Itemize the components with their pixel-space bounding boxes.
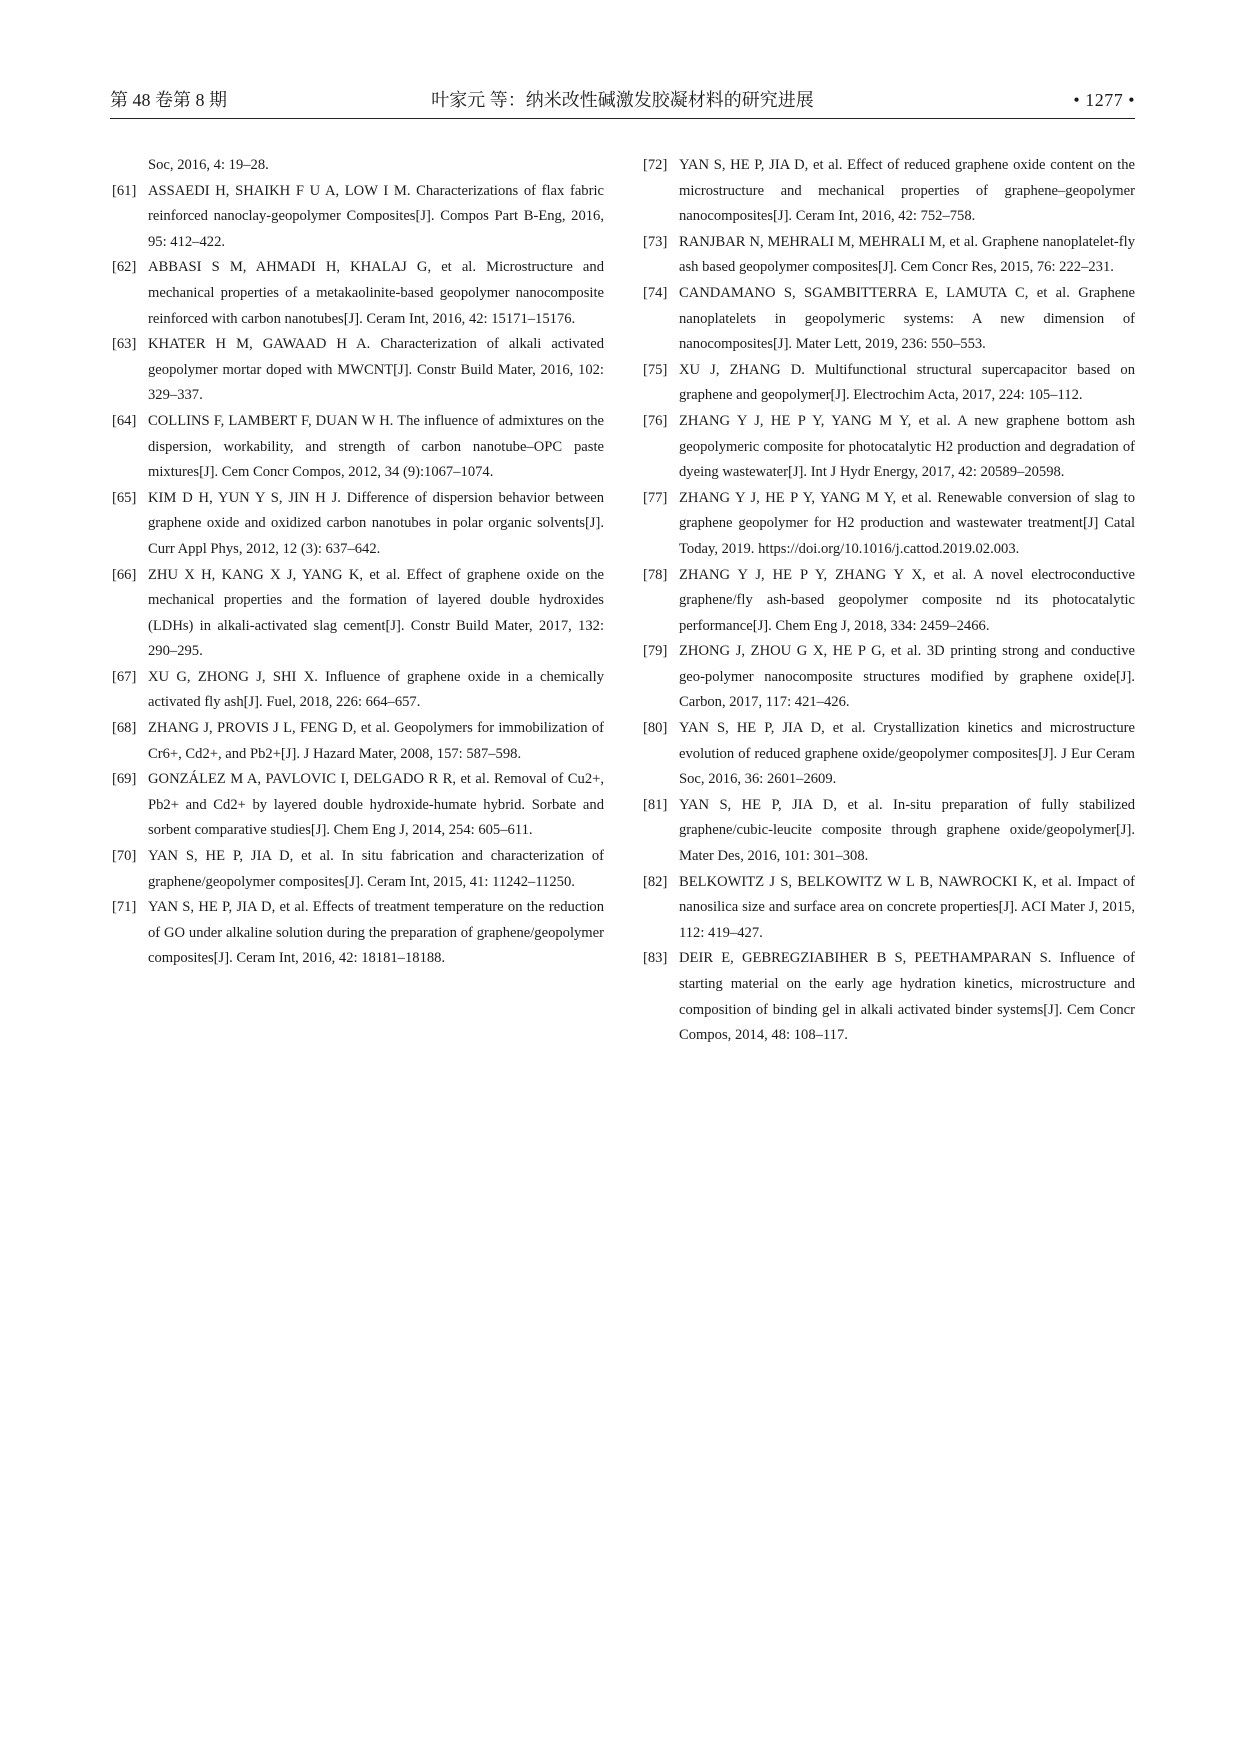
reference-item <box>112 844 604 895</box>
reference-text: XU J, ZHANG D. Multifunctional structural supercapacitor based on graphene and geopolymer[J]. Electrochim Acta, 2017, 224: 105–112. <box>679 361 1135 404</box>
reference-text: DEIR E, GEBREGZIABIHER B S, PEETHAMPARAN S. Influence of starting material on the early age hydration kinetics, microstructure and composition of binding gel in alkali activated binder systems[J]. Cem Concr Compos, 2014, 48: 108–117. <box>679 950 1135 1044</box>
reference-item <box>643 281 1135 358</box>
reference-item <box>112 895 604 972</box>
reference-number: [69] <box>112 771 137 788</box>
reference-number: [73] <box>643 233 668 250</box>
reference-text: ASSAEDI H, SHAIKH F U A, LOW I M. Characterizations of flax fabric reinforced nanoclay-geopolymer Composites[J]. Compos Part B-Eng, 2016, 95: 412–422. <box>148 182 604 250</box>
reference-item <box>643 870 1135 947</box>
running-header <box>110 86 1135 119</box>
references-left-column <box>112 153 604 972</box>
reference-text: Soc, 2016, 4: 19–28. <box>148 157 269 173</box>
reference-item <box>112 716 604 767</box>
reference-text: ZHONG J, ZHOU G X, HE P G, et al. 3D printing strong and conductive geo-polymer nanocomposite structures modified by graphene oxide[J]. Carbon, 2017, 117: 421–426. <box>679 643 1135 711</box>
reference-number: [77] <box>643 489 668 506</box>
reference-text: XU G, ZHONG J, SHI X. Influence of graphene oxide in a chemically activated fly ash[J]. Fuel, 2018, 226: 664–657. <box>148 668 604 711</box>
reference-item <box>643 793 1135 870</box>
reference-item <box>112 767 604 844</box>
reference-number: [76] <box>643 412 668 429</box>
reference-text: RANJBAR N, MEHRALI M, MEHRALI M, et al. Graphene nanoplatelet-fly ash based geopolymer composites[J]. Cem Concr Res, 2015, 76: 222–231. <box>679 233 1135 276</box>
reference-number: [74] <box>643 284 668 301</box>
running-title: 叶家元 等：纳米改性碱激发胶凝材料的研究进展 <box>431 90 814 110</box>
reference-item <box>112 153 604 179</box>
reference-text: GONZÁLEZ M A, PAVLOVIC I, DELGADO R R, et al. Removal of Cu2+, Pb2+ and Cd2+ by layered double hydroxide-humate hybrid. Sorbate and sorbent comparative studies[J]. Chem Eng J, 2014, 254: 605–611. <box>148 771 604 839</box>
reference-number: [68] <box>112 720 137 737</box>
reference-number: [81] <box>643 796 668 813</box>
reference-number: [78] <box>643 566 668 583</box>
reference-item <box>643 358 1135 409</box>
reference-text: YAN S, HE P, JIA D, et al. Effects of treatment temperature on the reduction of GO under alkaline solution during the preparation of graphene/geopolymer composites[J]. Ceram Int, 2016, 42: 18181–18188. <box>148 899 604 967</box>
reference-text: YAN S, HE P, JIA D, et al. In situ fabrication and characterization of graphene/geopolymer composites[J]. Ceram Int, 2015, 41: 11242–11250. <box>148 848 604 890</box>
reference-item <box>643 486 1135 563</box>
reference-text: CANDAMANO S, SGAMBITTERRA E, LAMUTA C, et al. Graphene nanoplatelets in geopolymeric systems: A new dimension of nanocomposites[J]. Mater Lett, 2019, 236: 550–553. <box>679 284 1135 353</box>
reference-number: [71] <box>112 899 137 916</box>
reference-item <box>643 563 1135 640</box>
reference-text: BELKOWITZ J S, BELKOWITZ W L B, NAWROCKI K, et al. Impact of nanosilica size and surface area on concrete properties[J]. ACI Mater J, 2015, 112: 419–427. <box>679 873 1135 941</box>
reference-text: KHATER H M, GAWAAD H A. Characterization of alkali activated geopolymer mortar doped with MWCNT[J]. Constr Build Mater, 2016, 102: 329–337. <box>148 336 604 404</box>
reference-text: YAN S, HE P, JIA D, et al. In-situ preparation of fully stabilized graphene/cubic-leucite composite through graphene oxide/geopolymer[J]. Mater Des, 2016, 101: 301–308. <box>679 796 1135 865</box>
reference-number: [70] <box>112 848 137 865</box>
reference-number: [66] <box>112 566 137 583</box>
reference-item <box>643 716 1135 793</box>
reference-text: ZHANG Y J, HE P Y, YANG M Y, et al. Renewable conversion of slag to graphene geopolymer for H2 production and wastewater treatment[J] Catal Today, 2019. https://doi.org/10.1016/j.cattod.2019.02.003. <box>679 489 1135 557</box>
page-number: • 1277 • <box>1073 90 1135 110</box>
reference-item <box>643 409 1135 486</box>
reference-item <box>112 179 604 256</box>
reference-number: [65] <box>112 489 137 506</box>
reference-text: YAN S, HE P, JIA D, et al. Effect of reduced graphene oxide content on the microstructure and mechanical properties of graphene–geopolymer nanocomposites[J]. Ceram Int, 2016, 42: 752–758. <box>679 157 1135 225</box>
reference-item <box>643 639 1135 716</box>
reference-item <box>112 563 604 665</box>
reference-item <box>643 946 1135 1048</box>
reference-number: [61] <box>112 182 137 199</box>
reference-number: [79] <box>643 643 668 660</box>
reference-item <box>112 486 604 563</box>
reference-text: ABBASI S M, AHMADI H, KHALAJ G, et al. Microstructure and mechanical properties of a metakaolinite-based geopolymer nanocomposite reinforced with carbon nanotubes[J]. Ceram Int, 2016, 42: 15171–15176. <box>148 259 604 327</box>
reference-item <box>112 665 604 716</box>
reference-text: COLLINS F, LAMBERT F, DUAN W H. The influence of admixtures on the dispersion, workability, and strength of carbon nanotube–OPC paste mixtures[J]. Cem Concr Compos, 2012, 34 (9):1067–1074. <box>148 412 604 481</box>
reference-number: [72] <box>643 157 668 173</box>
reference-text: YAN S, HE P, JIA D, et al. Crystallization kinetics and microstructure evolution of reduced graphene oxide/geopolymer composites[J]. J Eur Ceram Soc, 2016, 36: 2601–2609. <box>679 720 1135 788</box>
reference-number: [62] <box>112 259 137 276</box>
reference-number: [75] <box>643 361 668 378</box>
references-right-column <box>643 153 1135 1049</box>
reference-number: [83] <box>643 950 668 967</box>
reference-item <box>643 230 1135 281</box>
reference-number: [80] <box>643 720 668 737</box>
reference-item <box>112 255 604 332</box>
reference-number: [82] <box>643 873 668 890</box>
reference-text: KIM D H, YUN Y S, JIN H J. Difference of dispersion behavior between graphene oxide and oxidized carbon nanotubes in polar organic solvents[J]. Curr Appl Phys, 2012, 12 (3): 637–642. <box>148 489 604 557</box>
reference-item <box>112 409 604 486</box>
reference-item <box>643 153 1135 230</box>
reference-number: [64] <box>112 412 137 429</box>
reference-text: ZHANG Y J, HE P Y, YANG M Y, et al. A new graphene bottom ash geopolymeric composite for photocatalytic H2 production and degradation of dyeing wastewater[J]. Int J Hydr Energy, 2017, 42: 20589–20598. <box>679 412 1135 481</box>
journal-volume-issue: 第 48 卷第 8 期 <box>110 90 227 110</box>
reference-text: ZHU X H, KANG X J, YANG K, et al. Effect of graphene oxide on the mechanical properties and the formation of layered double hydroxides (LDHs) in alkali-activated slag cement[J]. Constr Build Mater, 2017, 132: 290–295. <box>148 566 604 660</box>
reference-number: [67] <box>112 668 137 685</box>
reference-item <box>112 332 604 409</box>
reference-text: ZHANG J, PROVIS J L, FENG D, et al. Geopolymers for immobilization of Cr6+, Cd2+, and Pb2+[J]. J Hazard Mater, 2008, 157: 587–598. <box>148 720 604 762</box>
reference-number: [63] <box>112 336 137 353</box>
reference-text: ZHANG Y J, HE P Y, ZHANG Y X, et al. A novel electroconductive graphene/fly ash-based geopolymer composite nd its photocatalytic performance[J]. Chem Eng J, 2018, 334: 2459–2466. <box>679 566 1135 634</box>
